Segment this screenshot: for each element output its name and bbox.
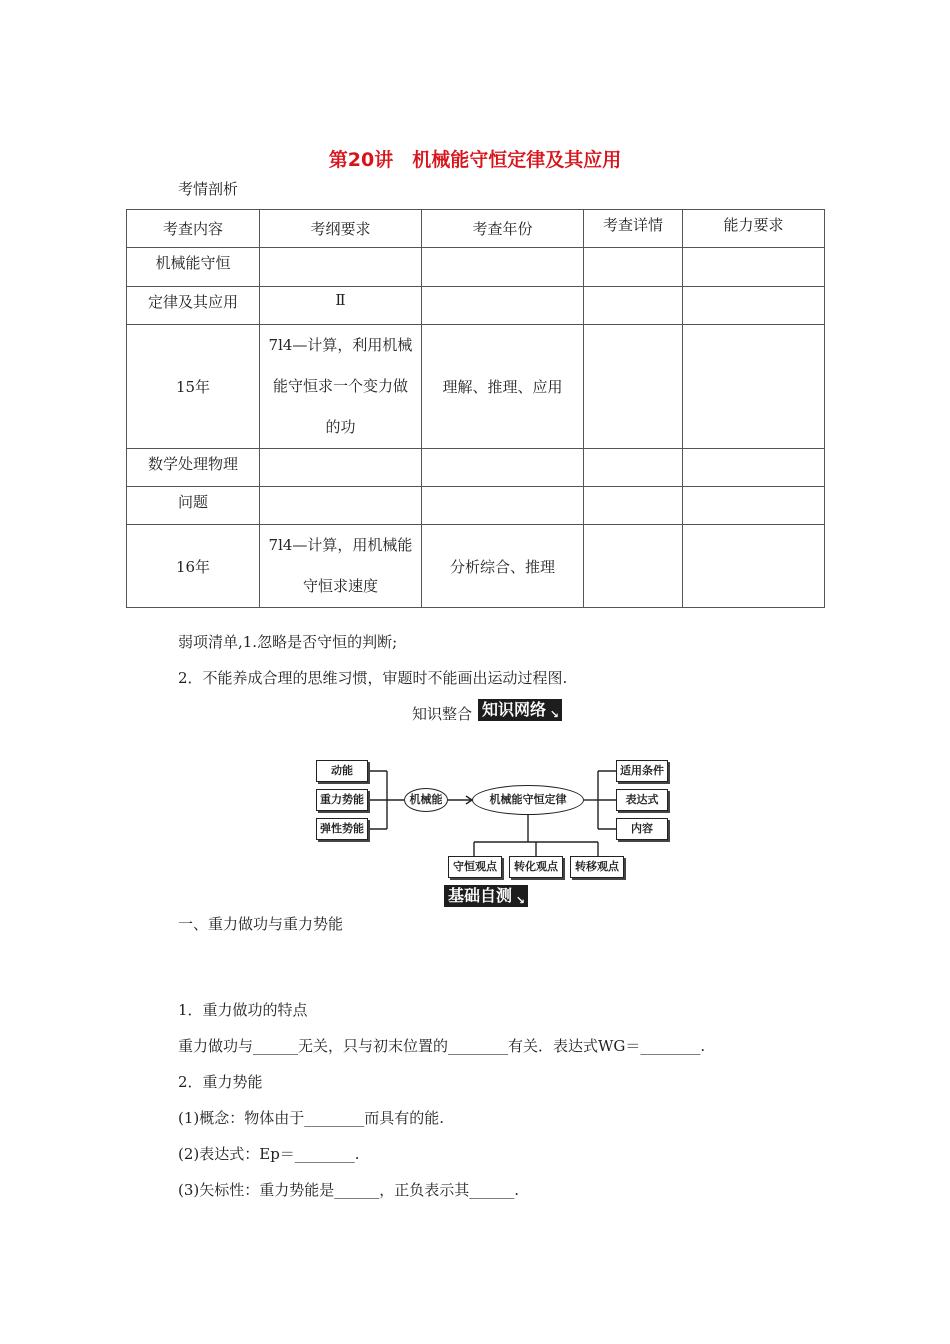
table-cell <box>683 287 825 325</box>
knowledge-label: 知识整合 <box>412 705 473 723</box>
diagram-box-content: 内容 <box>616 818 668 840</box>
fill-in-text: 重力做功与______无关，只与初末位置的________有关．表达式WG＝________. <box>178 1037 706 1055</box>
table-cell: 15年 <box>127 325 260 449</box>
table-header-row <box>127 210 825 248</box>
table-row <box>127 325 825 449</box>
arrow-icon: ↘ <box>515 894 526 907</box>
diagram-box-elastic: 弹性势能 <box>316 818 368 840</box>
table-cell <box>422 487 584 525</box>
table-cell <box>260 248 422 287</box>
table-cell <box>422 449 584 487</box>
table-cell: 16年 <box>127 525 260 608</box>
diagram-ellipse-conservation-law: 机械能守恒定律 <box>472 785 584 815</box>
fill-in-text: (3)矢标性：重力势能是______，正负表示其______. <box>178 1181 520 1199</box>
table-row <box>127 487 825 525</box>
section-label: 考情剖析 <box>178 180 239 198</box>
table-cell: 分析综合、推理 <box>422 525 584 608</box>
diagram-box-kinetic: 动能 <box>316 760 368 782</box>
banner-label: 知识网络 <box>482 700 547 719</box>
knowledge-diagram <box>312 752 702 882</box>
table-cell <box>683 449 825 487</box>
table-cell <box>260 487 422 525</box>
arrow-icon: ↘ <box>549 708 560 721</box>
table-cell: Ⅱ <box>260 287 422 325</box>
item-title: 2．重力势能 <box>178 1073 263 1091</box>
table-row <box>127 525 825 608</box>
diagram-box-gravitational: 重力势能 <box>316 789 368 811</box>
fill-in-text: (1)概念：物体由于________而具有的能. <box>178 1109 445 1127</box>
fill-in-text: (2)表达式：Ep＝________. <box>178 1145 360 1163</box>
item-title: 1．重力做功的特点 <box>178 1001 308 1019</box>
table-row <box>127 449 825 487</box>
table-cell <box>683 248 825 287</box>
table-cell: 机械能守恒 <box>127 248 260 287</box>
section-heading: 一、重力做功与重力势能 <box>178 915 344 933</box>
table-header-cell: 考查详情 <box>584 210 683 248</box>
table-cell <box>683 487 825 525</box>
diagram-box-expression: 表达式 <box>616 789 668 811</box>
table-cell <box>584 287 683 325</box>
table-cell <box>584 487 683 525</box>
diagram-box-transfer-view: 转移观点 <box>570 856 624 878</box>
table-header-cell: 考查内容 <box>127 210 260 248</box>
table-row <box>127 248 825 287</box>
diagram-box-conditions: 适用条件 <box>616 760 668 782</box>
table-cell <box>260 449 422 487</box>
table-cell: 理解、推理、应用 <box>422 325 584 449</box>
table-cell: 问题 <box>127 487 260 525</box>
table-cell <box>584 248 683 287</box>
diagram-ellipse-mechanical: 机械能 <box>404 788 448 812</box>
exam-analysis-table <box>126 209 825 608</box>
weak-items-line-1: 弱项清单,1.忽略是否守恒的判断; <box>178 633 398 651</box>
table-header-cell: 能力要求 <box>683 210 825 248</box>
table-cell <box>683 325 825 449</box>
page-title: 第20讲 机械能守恒定律及其应用 <box>328 149 622 171</box>
table-header-cell: 考纲要求 <box>260 210 422 248</box>
weak-items-line-2: 2．不能养成合理的思维习惯，审题时不能画出运动过程图. <box>178 669 568 687</box>
table-cell <box>584 325 683 449</box>
self-test-banner <box>444 885 528 907</box>
table-cell <box>422 248 584 287</box>
table-cell: 7l4—计算，利用机械能守恒求一个变力做的功 <box>260 325 422 449</box>
knowledge-network-banner <box>478 699 562 721</box>
table-cell <box>584 449 683 487</box>
table-header-cell: 考查年份 <box>422 210 584 248</box>
table-cell: 7l4—计算，用机械能守恒求速度 <box>260 525 422 608</box>
table-cell <box>584 525 683 608</box>
table-row <box>127 287 825 325</box>
banner-label: 基础自测 <box>448 886 513 905</box>
table-cell: 数学处理物理 <box>127 449 260 487</box>
table-cell <box>683 525 825 608</box>
diagram-box-conservation-view: 守恒观点 <box>448 856 502 878</box>
table-cell <box>422 287 584 325</box>
table-cell: 定律及其应用 <box>127 287 260 325</box>
diagram-box-conversion-view: 转化观点 <box>509 856 563 878</box>
